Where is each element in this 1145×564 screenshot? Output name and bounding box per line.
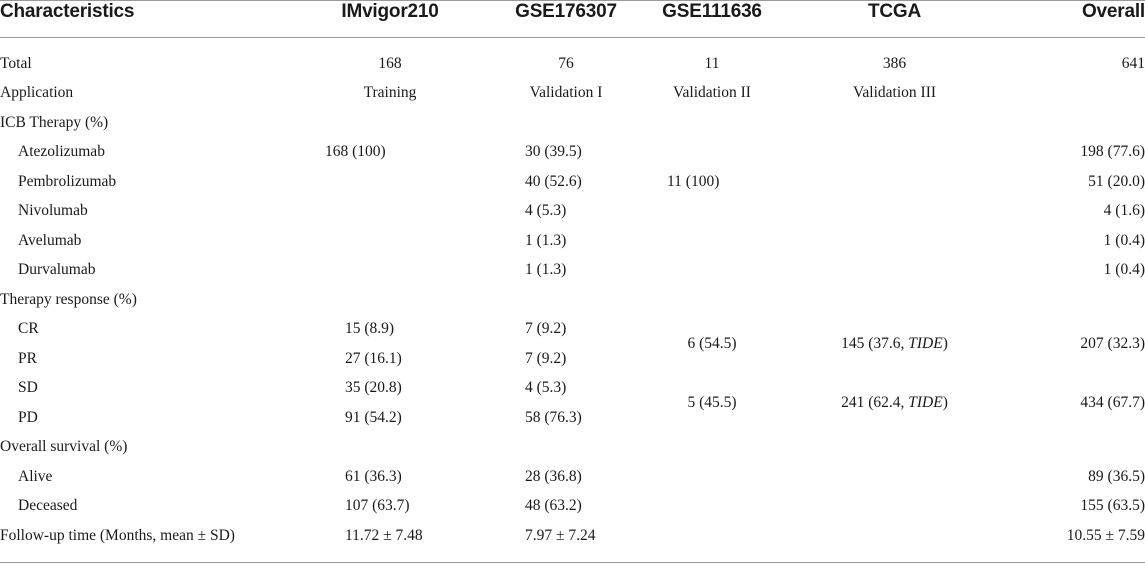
cell-tcga: Validation III xyxy=(852,84,937,102)
row-label: SD xyxy=(18,379,38,397)
cell-imvigor210: 27 (16.1) xyxy=(345,349,402,367)
cell-gse111636-nonresponsive: 5 (45.5) xyxy=(687,394,737,411)
row-label: Deceased xyxy=(18,497,78,515)
cell-gse176307: 30 (39.5) xyxy=(525,143,582,161)
cell-imvigor210: 11.72 ± 7.48 xyxy=(345,526,423,544)
cell-gse176307: 7 (9.2) xyxy=(525,320,567,338)
cell-gse176307: Validation I xyxy=(529,84,603,102)
row-label: Avelumab xyxy=(18,231,82,249)
table-row xyxy=(0,521,1145,551)
cell-gse111636: 11 (100) xyxy=(667,172,720,190)
table-row xyxy=(0,462,1145,492)
cell-imvigor210: 168 (100) xyxy=(325,143,386,161)
header-overall: Overall xyxy=(1081,1,1145,22)
table-body xyxy=(0,49,1145,551)
header-imvigor210: IMvigor210 xyxy=(341,1,439,22)
header-characteristics: Characteristics xyxy=(0,1,135,22)
cell-tcga-nonresponsive xyxy=(787,374,1002,433)
row-label: Alive xyxy=(18,467,53,485)
row-label: PR xyxy=(18,349,37,367)
cell-gse176307: 7 (9.2) xyxy=(525,349,567,367)
row-label: Durvalumab xyxy=(18,261,96,279)
cell-overall: 1 (0.4) xyxy=(1103,231,1145,249)
tcga-responsive-close: ) xyxy=(942,335,948,352)
cell-gse176307: 48 (63.2) xyxy=(525,497,582,515)
cell-tcga: 386 xyxy=(882,54,907,72)
cell-gse176307: 58 (76.3) xyxy=(525,408,582,426)
cell-overall: 641 xyxy=(1121,54,1145,72)
header-gse111636: GSE111636 xyxy=(662,1,762,22)
row-label: Total xyxy=(0,54,32,72)
cell-gse176307: 76 xyxy=(558,54,574,72)
cell-imvigor210: 168 xyxy=(378,54,402,72)
cell-overall: 10.55 ± 7.59 xyxy=(1066,526,1145,544)
table-row xyxy=(0,108,1145,138)
cell-gse111636-responsive: 6 (54.5) xyxy=(687,335,737,352)
tcga-nonresponsive-value: 241 (62.4, xyxy=(841,394,909,411)
cell-gse176307: 4 (5.3) xyxy=(525,379,567,397)
row-label: Application xyxy=(0,84,74,102)
tcga-nonresponsive-method: TIDE xyxy=(908,394,943,411)
table-row xyxy=(0,138,1145,168)
row-label: Pembrolizumab xyxy=(18,172,117,190)
tcga-responsive-method: TIDE xyxy=(908,335,943,352)
cell-overall: 89 (36.5) xyxy=(1088,467,1145,485)
table-row xyxy=(0,433,1145,463)
cell-gse176307: 40 (52.6) xyxy=(525,172,582,190)
cell-overall xyxy=(1002,79,1145,109)
cell-imvigor210: 91 (54.2) xyxy=(345,408,402,426)
cell-overall: 51 (20.0) xyxy=(1088,172,1145,190)
header-gse176307: GSE176307 xyxy=(515,1,617,22)
cell-gse176307: 1 (1.3) xyxy=(525,261,567,279)
header-row xyxy=(0,0,1145,24)
cell-gse111636: Validation II xyxy=(673,84,751,102)
row-label: Overall survival (%) xyxy=(0,438,128,456)
table-row xyxy=(0,492,1145,522)
row-label: Therapy response (%) xyxy=(0,290,137,308)
table-row xyxy=(0,167,1145,197)
row-label: Atezolizumab xyxy=(18,143,105,161)
cell-gse176307: 4 (5.3) xyxy=(525,202,567,220)
row-label: CR xyxy=(18,320,39,338)
cell-gse176307: 7.97 ± 7.24 xyxy=(525,526,596,544)
header-spacer xyxy=(0,24,1145,49)
cell-imvigor210: Training xyxy=(363,84,417,102)
table-header xyxy=(0,0,1145,49)
cell-imvigor210: 61 (36.3) xyxy=(345,467,402,485)
cell-overall-responsive: 207 (32.3) xyxy=(1080,335,1145,352)
table-row xyxy=(0,256,1145,286)
tcga-responsive-value: 145 (37.6, xyxy=(841,335,909,352)
cell-overall: 155 (63.5) xyxy=(1080,497,1145,515)
cell-imvigor210: 107 (63.7) xyxy=(345,497,410,515)
cell-imvigor210: 15 (8.9) xyxy=(345,320,395,338)
row-label: PD xyxy=(18,408,38,426)
table-row xyxy=(0,197,1145,227)
cell-overall: 1 (0.4) xyxy=(1103,261,1145,279)
table-row xyxy=(0,285,1145,315)
cell-overall: 4 (1.6) xyxy=(1103,202,1145,220)
cell-overall: 198 (77.6) xyxy=(1080,143,1145,161)
table-row xyxy=(0,49,1145,79)
cell-gse111636: 11 xyxy=(704,54,720,72)
tcga-nonresponsive-close: ) xyxy=(942,394,948,411)
cell-tcga-responsive xyxy=(787,315,1002,374)
cell-gse176307: 28 (36.8) xyxy=(525,467,582,485)
table-row xyxy=(0,374,1145,404)
cell-gse176307: 1 (1.3) xyxy=(525,231,567,249)
cell-overall-nonresponsive: 434 (67.7) xyxy=(1080,394,1145,411)
row-label: ICB Therapy (%) xyxy=(0,113,109,131)
row-label: Nivolumab xyxy=(18,202,88,220)
cell-imvigor210: 35 (20.8) xyxy=(345,379,402,397)
row-label: Follow-up time (Months, mean ± SD) xyxy=(0,526,235,544)
table-row xyxy=(0,226,1145,256)
table-row xyxy=(0,315,1145,345)
table-bottom-rule xyxy=(0,562,1145,563)
table-row xyxy=(0,79,1145,109)
header-tcga: TCGA xyxy=(867,1,922,22)
